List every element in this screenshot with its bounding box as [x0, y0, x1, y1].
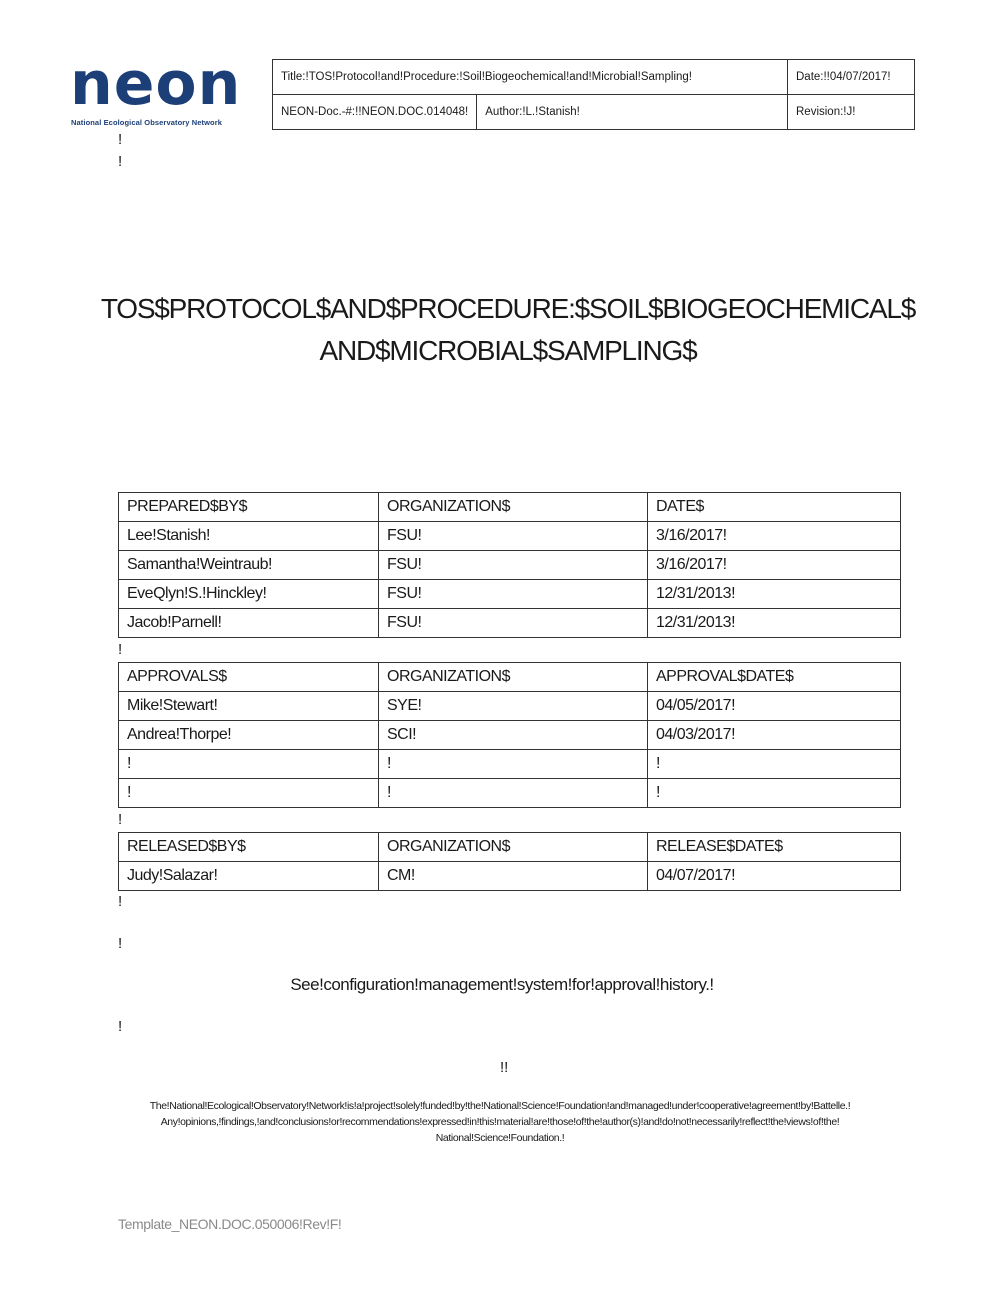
document-header-table	[272, 59, 915, 130]
document-title	[0, 288, 1000, 372]
table-cell: Mike!Stewart!	[119, 692, 379, 721]
approvals-table	[118, 662, 901, 808]
table-cell: Andrea!Thorpe!	[119, 721, 379, 750]
table-cell: 04/03/2017!	[648, 721, 901, 750]
table-row	[119, 609, 901, 638]
table-header-row	[119, 493, 901, 522]
table-cell: !	[119, 750, 379, 779]
neon-logo	[70, 49, 245, 130]
table-cell: 04/05/2017!	[648, 692, 901, 721]
table-header-cell: APPROVAL$DATE$	[648, 663, 901, 692]
spacer-mark: !	[118, 641, 123, 658]
spacer-mark: !	[118, 1018, 123, 1035]
funding-disclaimer	[100, 1098, 900, 1146]
table-row	[119, 692, 901, 721]
table-cell: Lee!Stanish!	[119, 522, 379, 551]
document-title-line: TOS$PROTOCOL$AND$PROCEDURE:$SOIL$BIOGEOCHEMICAL$	[100, 293, 916, 324]
document-title-line: AND$MICROBIAL$SAMPLING$	[319, 335, 697, 366]
table-cell: !	[379, 779, 648, 808]
spacer-mark: !	[118, 131, 123, 148]
table-cell: CM!	[379, 862, 648, 891]
table-header-cell: ORGANIZATION$	[379, 833, 648, 862]
spacer-mark: !	[118, 811, 123, 828]
disclaimer-line: National!Science!Foundation.!	[435, 1132, 565, 1144]
template-footer: Template_NEON.DOC.050006!Rev!F!	[118, 1216, 342, 1232]
table-cell: Jacob!Parnell!	[119, 609, 379, 638]
table-cell: SCI!	[379, 721, 648, 750]
logo-subtitle: National Ecological Observatory Network	[71, 118, 223, 127]
table-cell: EveQlyn!S.!Hinckley!	[119, 580, 379, 609]
header-revision: Revision:!J!	[788, 95, 915, 130]
disclaimer-line: Any!opinions,!findings,!and!conclusions!or!recommendations!expressed!in!this!material!are!those!of!the!author(s)!and!do!not!necessarily!reflect!the!views!of!the!	[160, 1116, 840, 1128]
header-author: Author:!L.!Stanish!	[477, 95, 788, 130]
table-cell: Judy!Salazar!	[119, 862, 379, 891]
spacer-mark: !	[118, 893, 123, 910]
table-cell: 12/31/2013!	[648, 609, 901, 638]
table-cell: 3/16/2017!	[648, 551, 901, 580]
header-doc-number: NEON-Doc.-#:!!NEON.DOC.014048!	[273, 95, 477, 130]
table-cell: !	[379, 750, 648, 779]
table-header-cell: DATE$	[648, 493, 901, 522]
table-cell: FSU!	[379, 609, 648, 638]
table-row	[119, 721, 901, 750]
configuration-note: See!configuration!management!system!for!approval!history.!	[290, 975, 714, 994]
table-cell: !	[119, 779, 379, 808]
table-header-row	[119, 663, 901, 692]
spacer-mark: !	[118, 153, 123, 170]
table-cell: SYE!	[379, 692, 648, 721]
table-header-cell: RELEASED$BY$	[119, 833, 379, 862]
released-by-table	[118, 832, 901, 891]
header-title: Title:!TOS!Protocol!and!Procedure:!Soil!Biogeochemical!and!Microbial!Sampling!	[273, 60, 788, 95]
spacer-mark: !	[118, 935, 123, 952]
table-cell: FSU!	[379, 580, 648, 609]
table-cell: FSU!	[379, 551, 648, 580]
table-header-cell: PREPARED$BY$	[119, 493, 379, 522]
table-cell: Samantha!Weintraub!	[119, 551, 379, 580]
table-cell: !	[648, 779, 901, 808]
table-cell: FSU!	[379, 522, 648, 551]
table-header-cell: APPROVALS$	[119, 663, 379, 692]
header-date: Date:!!04/07/2017!	[788, 60, 915, 95]
table-row	[119, 779, 901, 808]
table-cell: 3/16/2017!	[648, 522, 901, 551]
logo-wordmark: neon	[70, 49, 242, 119]
table-cell: 12/31/2013!	[648, 580, 901, 609]
table-cell: 04/07/2017!	[648, 862, 901, 891]
table-row	[119, 580, 901, 609]
table-cell: !	[648, 750, 901, 779]
table-header-cell: RELEASE$DATE$	[648, 833, 901, 862]
table-header-row	[119, 833, 901, 862]
spacer-mark: !!	[500, 1059, 509, 1076]
table-row	[119, 551, 901, 580]
prepared-by-table	[118, 492, 901, 638]
disclaimer-line: The!National!Ecological!Observatory!Network!is!a!project!solely!funded!by!the!National!Science!Foundation!and!managed!under!cooperative!agreement!by!Battelle.!	[149, 1100, 851, 1112]
table-row	[119, 862, 901, 891]
table-row	[119, 522, 901, 551]
table-row	[119, 750, 901, 779]
table-header-cell: ORGANIZATION$	[379, 493, 648, 522]
table-header-cell: ORGANIZATION$	[379, 663, 648, 692]
